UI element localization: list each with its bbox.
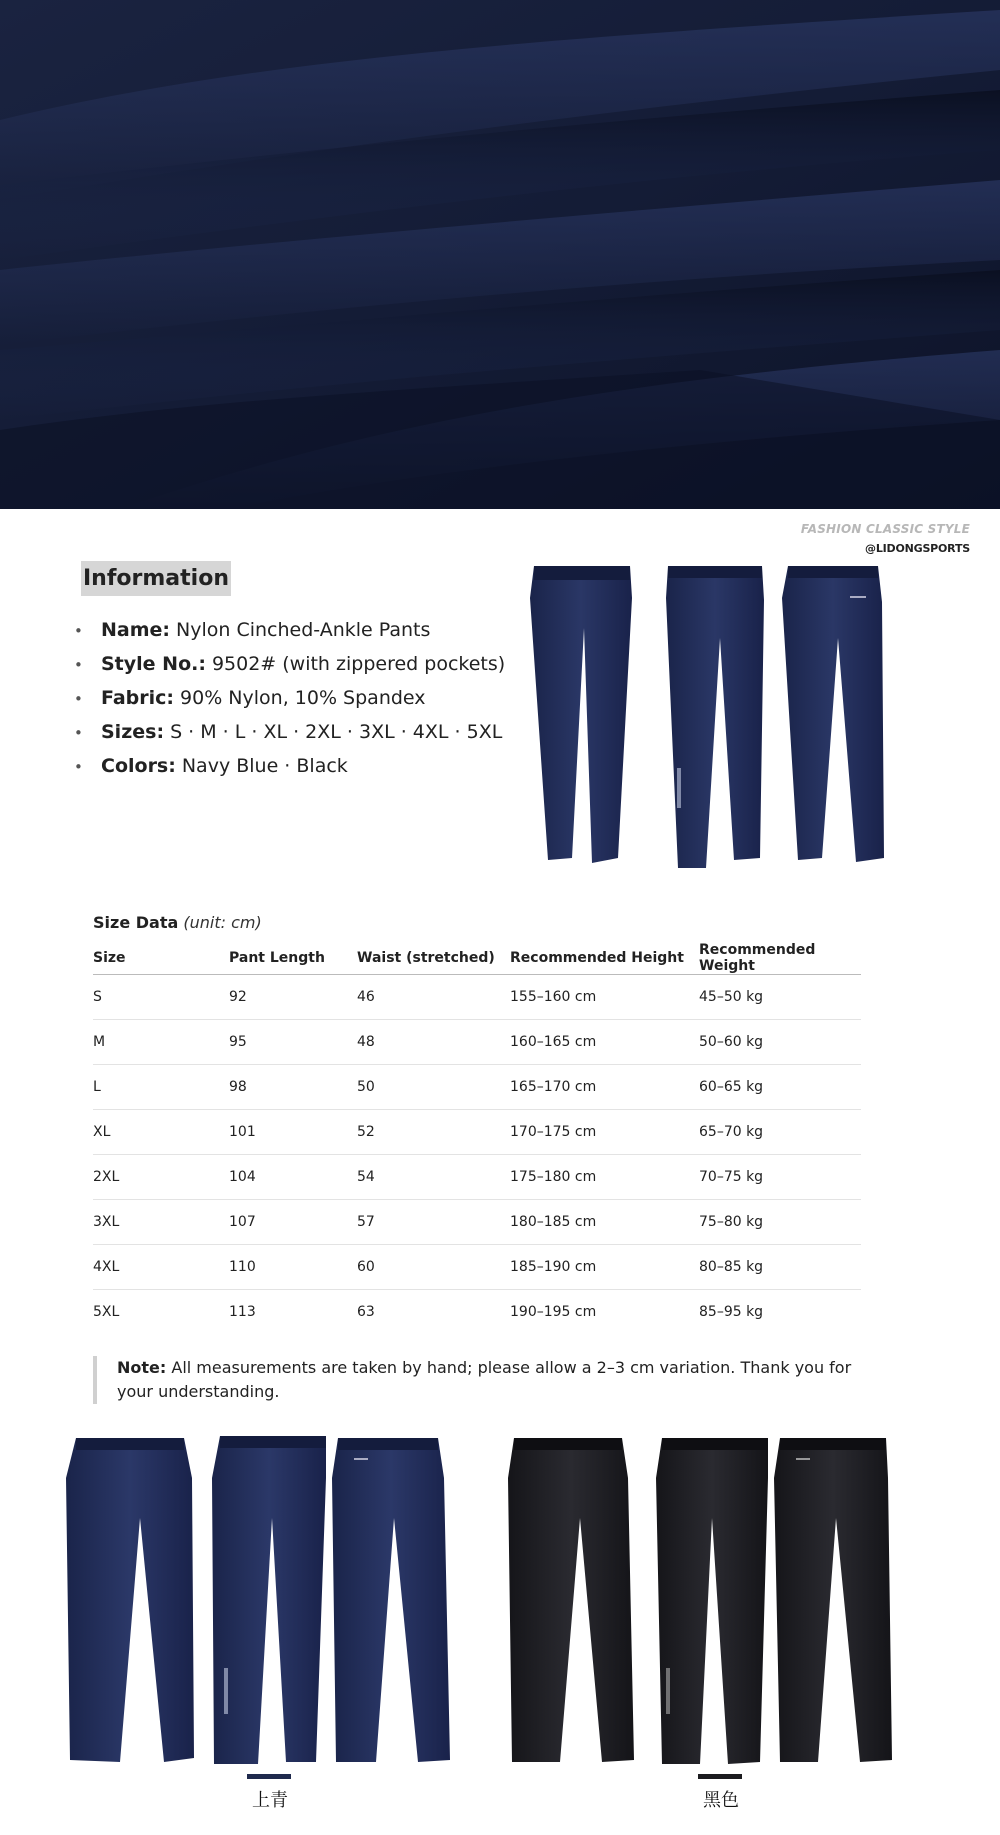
table-cell: 101: [229, 1110, 357, 1155]
table-row: [93, 1245, 861, 1290]
table-cell: 48: [357, 1020, 510, 1065]
col-header: Waist (stretched): [357, 942, 510, 975]
info-item-style: • Style No.: 9502# (with zippered pockets): [74, 648, 505, 682]
table-row: [93, 975, 861, 1020]
table-cell: 50: [357, 1065, 510, 1110]
table-row: [93, 1020, 861, 1065]
table-cell: 60–65 kg: [699, 1065, 861, 1110]
fabric-texture-icon: [0, 0, 1000, 509]
table-cell: 165–170 cm: [510, 1065, 699, 1110]
brand-tag: [801, 522, 970, 555]
table-cell: 54: [357, 1155, 510, 1200]
info-item-fabric: • Fabric: 90% Nylon, 10% Spandex: [74, 682, 505, 716]
pants-navy-icon: [520, 558, 890, 878]
table-row: [93, 1155, 861, 1200]
table-row: [93, 1290, 861, 1335]
size-data-caption: Size Data (unit: cm): [93, 913, 262, 932]
table-cell: 190–195 cm: [510, 1304, 597, 1321]
table-cell: M: [93, 1020, 229, 1065]
table-cell: 80–85 kg: [699, 1245, 861, 1290]
fabric-hero-image: [0, 0, 1000, 509]
table-cell: 175–180 cm: [510, 1155, 699, 1200]
pants-navy-icon: [64, 1428, 484, 1768]
product-photo-navy: [64, 1428, 484, 1768]
table-cell: 170–175 cm: [510, 1110, 699, 1155]
bullet-icon: •: [74, 724, 83, 742]
color-label-navy: 上青: [252, 1790, 288, 1811]
size-table-header: [93, 942, 861, 975]
table-cell: 4XL: [93, 1245, 229, 1290]
table-cell: 95: [229, 1020, 357, 1065]
brand-handle: @LIDONGSPORTS: [865, 542, 970, 555]
table-cell: 57: [357, 1200, 510, 1245]
table-cell: 45–50 kg: [699, 975, 861, 1020]
table-row: [93, 1200, 861, 1245]
table-cell: XL: [93, 1110, 229, 1155]
table-cell: 50–60 kg: [699, 1020, 861, 1065]
table-cell: 46: [357, 975, 510, 1020]
info-item-name: • Name: Nylon Cinched-Ankle Pants: [74, 614, 505, 648]
size-table: [93, 942, 861, 1335]
color-label-black: 黑色: [703, 1790, 739, 1811]
color-swatch-navy: [247, 1774, 291, 1779]
table-cell: 5XL: [93, 1304, 120, 1321]
table-cell: S: [93, 975, 229, 1020]
table-cell: 52: [357, 1110, 510, 1155]
product-photo-black: [506, 1428, 926, 1768]
table-cell: 85–95 kg: [699, 1304, 764, 1321]
table-cell: 2XL: [93, 1155, 229, 1200]
color-swatch-black: [698, 1774, 742, 1779]
measurement-note: Note: All measurements are taken by hand; please allow a 2–3 cm variation. Thank you for your understanding.: [93, 1356, 863, 1404]
info-item-colors: • Colors: Navy Blue · Black: [74, 750, 505, 784]
table-cell: 160–165 cm: [510, 1020, 699, 1065]
table-cell: 3XL: [93, 1200, 229, 1245]
bullet-icon: •: [74, 690, 83, 708]
col-header: Size: [93, 942, 229, 975]
pants-black-icon: [506, 1428, 926, 1768]
table-cell: 107: [229, 1200, 357, 1245]
info-item-sizes: • Sizes: S · M · L · XL · 2XL · 3XL · 4XL · 5XL: [74, 716, 505, 750]
information-heading: Information: [81, 561, 231, 596]
table-cell: 70–75 kg: [699, 1155, 861, 1200]
col-header: Recommended Height: [510, 942, 699, 975]
bullet-icon: •: [74, 758, 83, 776]
table-cell: 65–70 kg: [699, 1110, 861, 1155]
col-header: Pant Length: [229, 942, 357, 975]
table-cell: 60: [357, 1245, 510, 1290]
table-cell: 113: [229, 1304, 256, 1321]
information-list: [74, 614, 505, 784]
col-header: Recommended Weight: [699, 942, 861, 975]
table-cell: L: [93, 1065, 229, 1110]
table-cell: 92: [229, 975, 357, 1020]
table-cell: 155–160 cm: [510, 975, 699, 1020]
table-row: [93, 1110, 861, 1155]
bullet-icon: •: [74, 656, 83, 674]
product-photo-navy-views: [520, 558, 890, 878]
table-cell: 110: [229, 1245, 357, 1290]
table-cell: 104: [229, 1155, 357, 1200]
table-cell: 98: [229, 1065, 357, 1110]
brand-tagline: FASHION CLASSIC STYLE: [800, 522, 970, 536]
table-cell: 185–190 cm: [510, 1245, 699, 1290]
table-cell: 75–80 kg: [699, 1200, 861, 1245]
table-cell: 63: [357, 1304, 375, 1321]
table-cell: 180–185 cm: [510, 1200, 699, 1245]
table-row: [93, 1065, 861, 1110]
bullet-icon: •: [74, 622, 83, 640]
